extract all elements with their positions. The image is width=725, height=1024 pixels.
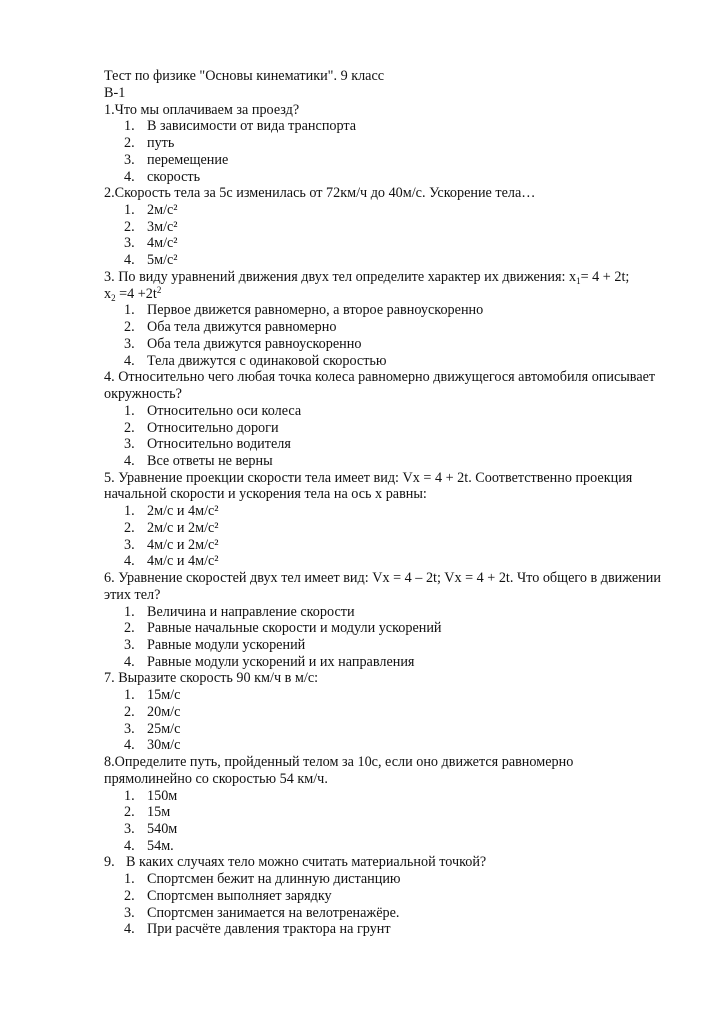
option-number: 4.: [124, 168, 135, 185]
question-4: [104, 369, 664, 469]
option-text: 2м/с²: [147, 202, 178, 218]
question-text: 7. Выразите скорость 90 км/ч в м/с:: [104, 670, 319, 687]
option-item: [104, 737, 664, 754]
option-item: [104, 118, 664, 135]
option-item: [104, 453, 664, 470]
option-number: 2.: [124, 135, 135, 152]
option-number: 1.: [124, 202, 135, 218]
option-number: 1.: [124, 603, 135, 620]
option-text: 4м/с²: [147, 235, 178, 252]
question-text: 6. Уравнение скоростей двух тел имеет вид: Vx = 4 – 2t; Vx = 4 + 2t. Что общего в движении этих тел?: [104, 570, 661, 603]
option-item: [104, 687, 664, 704]
option-number: 4.: [124, 837, 135, 854]
option-item: [104, 871, 664, 888]
option-number: 1.: [124, 687, 135, 704]
option-item: [104, 403, 664, 420]
option-item: [104, 235, 664, 252]
option-text: 2м/с и 4м/с²: [147, 503, 219, 520]
option-number: 4.: [124, 452, 135, 469]
option-text: перемещение: [147, 151, 229, 168]
variant-label: В-1: [104, 84, 126, 101]
option-number: 4.: [124, 352, 135, 369]
question-text: 1.Что мы оплачиваем за проезд?: [104, 101, 300, 118]
option-text: 5м/с²: [147, 252, 178, 269]
option-text: Спортсмен бежит на длинную дистанцию: [147, 871, 401, 888]
option-number: 3.: [124, 151, 135, 168]
options-list: [104, 871, 664, 938]
option-text: Равные начальные скорости и модули ускорений: [147, 620, 442, 637]
option-item: [104, 704, 664, 721]
option-item: [104, 169, 664, 186]
option-number: 2.: [124, 319, 135, 336]
option-text: 30м/с: [147, 737, 181, 754]
question-text: 5. Уравнение проекции скорости тела имеет вид: Vx = 4 + 2t. Соответственно проекция начальной скорости и ускорения тела на ось х равны:: [104, 469, 633, 503]
question-text: 8.Определите путь, пройденный телом за 10с, если оно движется равномерно прямолинейно со скоростью 54 км/ч.: [104, 754, 574, 787]
options-list: [104, 403, 664, 470]
option-item: [104, 921, 664, 938]
option-number: 1.: [124, 302, 135, 319]
option-number: 4.: [124, 653, 135, 670]
option-text: 3м/с²: [147, 218, 178, 235]
option-item: [104, 336, 664, 353]
options-list: [104, 788, 664, 855]
option-text: скорость: [147, 168, 201, 185]
option-text: 150м: [147, 787, 178, 804]
option-number: 3.: [124, 720, 135, 737]
option-item: [104, 838, 664, 855]
option-item: [104, 604, 664, 621]
option-text: 15м: [147, 804, 171, 821]
option-text: 54м.: [147, 837, 174, 854]
option-item: [104, 353, 664, 370]
option-number: 1.: [124, 118, 135, 135]
option-number: 1.: [124, 787, 135, 804]
option-item: [104, 654, 664, 671]
option-text: путь: [147, 135, 175, 152]
option-number: 2.: [124, 703, 135, 720]
question-number: 9.: [104, 854, 115, 871]
option-number: 1.: [124, 402, 135, 419]
option-item: [104, 788, 664, 805]
question-7: [104, 670, 664, 754]
option-text: 20м/с: [147, 703, 181, 720]
option-item: [104, 503, 664, 520]
question-text: 3. По виду уравнений движения двух тел определите характер их движения: $x_1= 4 + 2t$; $x_2 =4 +2t^2$: [104, 268, 630, 303]
options-list: [104, 302, 664, 369]
option-text: Тела движутся с одинаковой скоростью: [147, 352, 387, 369]
option-item: [104, 319, 664, 336]
option-text: Равные модули ускорений: [147, 637, 306, 654]
option-number: 4.: [124, 252, 135, 269]
option-text: Первое движется равномерно, а второе равноускоренно: [147, 302, 484, 319]
option-number: 3.: [124, 536, 135, 553]
option-text: 540м: [147, 821, 178, 838]
option-text: Спортсмен выполняет зарядку: [147, 887, 332, 904]
option-text: 4м/с и 2м/с²: [147, 536, 219, 553]
options-list: [104, 202, 664, 269]
options-list: [104, 503, 664, 570]
option-item: [104, 152, 664, 169]
option-item: [104, 302, 664, 319]
option-item: [104, 420, 664, 437]
option-item: [104, 804, 664, 821]
option-text: 4м/с и 4м/с²: [147, 553, 219, 570]
option-text: Оба тела движутся равномерно: [147, 319, 337, 336]
option-number: 3.: [124, 235, 135, 252]
option-item: [104, 520, 664, 537]
option-text: Спортсмен занимается на велотренажёре.: [147, 904, 400, 921]
option-number: 3.: [124, 637, 135, 654]
question-text: 2.Скорость тела за 5с изменилась от 72км/ч до 40м/с. Ускорение тела…: [104, 185, 536, 202]
option-text: 2м/с и 2м/с²: [147, 519, 219, 536]
option-item: [104, 637, 664, 654]
option-number: 2.: [124, 620, 135, 637]
option-item: [104, 135, 664, 152]
options-list: [104, 604, 664, 671]
question-1: [104, 102, 664, 186]
question-8: [104, 754, 664, 854]
document-title: Тест по физике "Основы кинематики". 9 класс: [104, 68, 385, 84]
option-text: 25м/с: [147, 720, 181, 737]
option-text: Относительно оси колеса: [147, 402, 302, 419]
option-item: [104, 537, 664, 554]
option-number: 2.: [124, 519, 135, 536]
question-9: [104, 854, 664, 938]
option-text: Все ответы не верны: [147, 452, 273, 469]
question-2: [104, 185, 664, 269]
option-item: [104, 888, 664, 905]
option-text: 15м/с: [147, 687, 181, 704]
question-3: [104, 269, 664, 369]
option-item: [104, 252, 664, 269]
options-list: [104, 687, 664, 754]
option-number: 3.: [124, 904, 135, 921]
option-text: Оба тела движутся равноускоренно: [147, 335, 362, 352]
option-item: [104, 436, 664, 453]
option-text: В зависимости от вида транспорта: [147, 118, 357, 135]
option-text: При расчёте давления трактора на грунт: [147, 921, 391, 938]
option-item: [104, 219, 664, 236]
question-text: 9. В каких случаях тело можно считать материальной точкой?: [104, 854, 487, 871]
test-document: [104, 68, 664, 938]
option-text: Относительно дороги: [147, 419, 279, 436]
option-number: 2.: [124, 419, 135, 436]
option-item: [104, 721, 664, 738]
option-number: 3.: [124, 436, 135, 453]
option-number: 3.: [124, 335, 135, 352]
option-item: [104, 821, 664, 838]
option-number: 4.: [124, 921, 135, 938]
option-number: 3.: [124, 821, 135, 838]
question-5: [104, 470, 664, 570]
option-item: [104, 620, 664, 637]
option-item: [104, 202, 664, 219]
option-number: 2.: [124, 218, 135, 235]
question-6: [104, 570, 664, 670]
option-number: 2.: [124, 804, 135, 821]
option-text: Равные модули ускорений и их направления: [147, 653, 415, 670]
option-number: 1.: [124, 871, 135, 888]
option-item: [104, 905, 664, 922]
option-number: 4.: [124, 737, 135, 754]
option-number: 1.: [124, 503, 135, 520]
option-text: Относительно водителя: [147, 436, 291, 453]
question-text: 4. Относительно чего любая точка колеса равномерно движущегося автомобиля описывает окружность?: [104, 369, 656, 403]
options-list: [104, 118, 664, 185]
option-number: 4.: [124, 553, 135, 570]
option-item: [104, 553, 664, 570]
option-number: 2.: [124, 887, 135, 904]
option-text: Величина и направление скорости: [147, 603, 355, 620]
